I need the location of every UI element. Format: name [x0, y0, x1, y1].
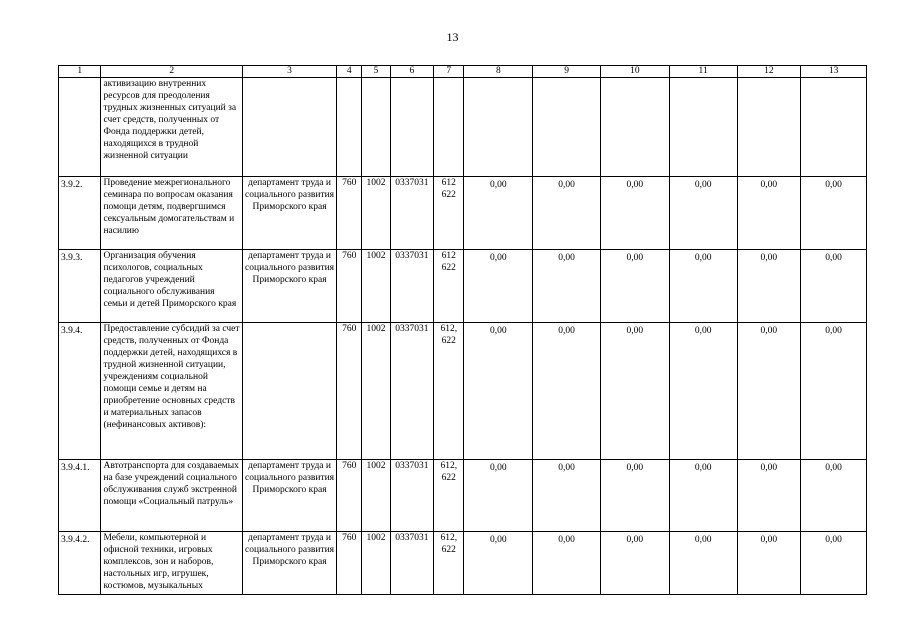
row-cell: 1002	[362, 460, 390, 532]
column-number: 1	[59, 66, 101, 78]
row-cell: 0,00	[737, 460, 801, 532]
page-number: 13	[446, 30, 459, 44]
row-cell: 0,00	[464, 177, 533, 250]
row-cell: 1002	[362, 177, 390, 250]
row-cell	[464, 78, 533, 177]
row-description: Автотранспорта для создаваемых на базе учреждений социального обслуживания служб экстренной помощи «Социальный патруль»	[101, 460, 243, 532]
row-description: Предоставление субсидий за счет средств, полученных от Фонда поддержки детей, находящихся в трудной жизненной ситуации, учреждениям социальной помощи семье и детям на приобретение основных средств и материальных запасов (нефинансовых активов):	[101, 323, 243, 460]
column-number: 6	[390, 66, 433, 78]
row-cell: 0,00	[737, 177, 801, 250]
row-cell: 0337031	[390, 250, 433, 323]
row-cell: 612, 622	[434, 532, 464, 595]
row-cell: 0,00	[533, 250, 601, 323]
row-cell: 760	[337, 177, 362, 250]
row-cell: 760	[337, 460, 362, 532]
column-number: 7	[434, 66, 464, 78]
row-cell: 0,00	[801, 532, 867, 595]
row-description: активизацию внутренних ресурсов для преодоления трудных жизненных ситуаций за счет средств, полученных от Фонда поддержки детей, находящихся в трудной жизненной ситуации	[101, 78, 243, 177]
row-cell: 0337031	[390, 532, 433, 595]
row-number: 3.9.4.2.	[59, 532, 101, 595]
column-number: 2	[101, 66, 243, 78]
row-cell: 0,00	[600, 250, 669, 323]
row-number: 3.9.4.1.	[59, 460, 101, 532]
column-number: 12	[737, 66, 801, 78]
column-number: 3	[243, 66, 337, 78]
row-cell: 0,00	[600, 460, 669, 532]
row-cell: 0,00	[669, 250, 737, 323]
row-cell	[600, 78, 669, 177]
row-cell: 0,00	[533, 323, 601, 460]
column-number: 10	[600, 66, 669, 78]
row-number: 3.9.4.	[59, 323, 101, 460]
table-row	[59, 532, 867, 595]
row-cell: 0,00	[737, 532, 801, 595]
table-row	[59, 78, 867, 177]
row-cell	[337, 78, 362, 177]
row-cell: 760	[337, 250, 362, 323]
row-cell	[669, 78, 737, 177]
column-number-header-row	[59, 66, 867, 78]
row-cell: 0,00	[669, 177, 737, 250]
row-cell	[390, 78, 433, 177]
row-cell: 1002	[362, 323, 390, 460]
row-department: департамент труда и социального развития Приморского края	[243, 177, 337, 250]
row-cell: 612 622	[434, 177, 464, 250]
row-number	[59, 78, 101, 177]
row-cell: 760	[337, 532, 362, 595]
row-cell: 0,00	[801, 250, 867, 323]
row-cell: 0,00	[464, 323, 533, 460]
row-cell: 760	[337, 323, 362, 460]
row-cell: 0,00	[464, 250, 533, 323]
row-cell: 0337031	[390, 177, 433, 250]
row-department: департамент труда и социального развития Приморского края	[243, 532, 337, 595]
row-cell: 0,00	[600, 532, 669, 595]
program-table	[58, 65, 867, 595]
row-cell: 0,00	[533, 532, 601, 595]
row-department: департамент труда и социального развития Приморского края	[243, 460, 337, 532]
row-cell: 1002	[362, 250, 390, 323]
row-number: 3.9.2.	[59, 177, 101, 250]
row-cell: 0,00	[801, 460, 867, 532]
row-cell: 0,00	[533, 177, 601, 250]
row-cell: 0,00	[464, 460, 533, 532]
column-number: 11	[669, 66, 737, 78]
row-cell: 0,00	[669, 460, 737, 532]
row-cell: 0,00	[737, 323, 801, 460]
row-department: департамент труда и социального развития Приморского края	[243, 250, 337, 323]
row-cell: 0,00	[600, 177, 669, 250]
row-cell	[362, 78, 390, 177]
column-number: 4	[337, 66, 362, 78]
column-number: 8	[464, 66, 533, 78]
row-cell: 0,00	[600, 323, 669, 460]
row-cell	[434, 78, 464, 177]
table-row	[59, 250, 867, 323]
row-cell: 0337031	[390, 460, 433, 532]
table-row	[59, 460, 867, 532]
row-cell: 0,00	[801, 177, 867, 250]
row-cell: 0,00	[801, 323, 867, 460]
row-cell: 0,00	[533, 460, 601, 532]
row-cell: 0,00	[737, 250, 801, 323]
table-row	[59, 323, 867, 460]
row-department	[243, 78, 337, 177]
row-department	[243, 323, 337, 460]
row-cell: 0337031	[390, 323, 433, 460]
row-cell: 612, 622	[434, 323, 464, 460]
column-number: 9	[533, 66, 601, 78]
row-cell	[737, 78, 801, 177]
row-cell: 612, 622	[434, 460, 464, 532]
row-number: 3.9.3.	[59, 250, 101, 323]
row-description: Проведение межрегионального семинара по вопросам оказания помощи детям, подвергшимся сексуальным домогательствам и насилию	[101, 177, 243, 250]
row-cell	[801, 78, 867, 177]
row-cell: 0,00	[669, 323, 737, 460]
column-number: 5	[362, 66, 390, 78]
row-cell: 1002	[362, 532, 390, 595]
row-cell: 0,00	[464, 532, 533, 595]
row-description: Мебели, компьютерной и офисной техники, игровых комплексов, зон и наборов, настольных игр, игрушек, костюмов, музыкальных	[101, 532, 243, 595]
row-cell: 612 622	[434, 250, 464, 323]
row-cell: 0,00	[669, 532, 737, 595]
row-description: Организация обучения психологов, социальных педагогов учреждений социального обслуживания семьи и детей Приморского края	[101, 250, 243, 323]
row-cell	[533, 78, 601, 177]
column-number: 13	[801, 66, 867, 78]
table-row	[59, 177, 867, 250]
